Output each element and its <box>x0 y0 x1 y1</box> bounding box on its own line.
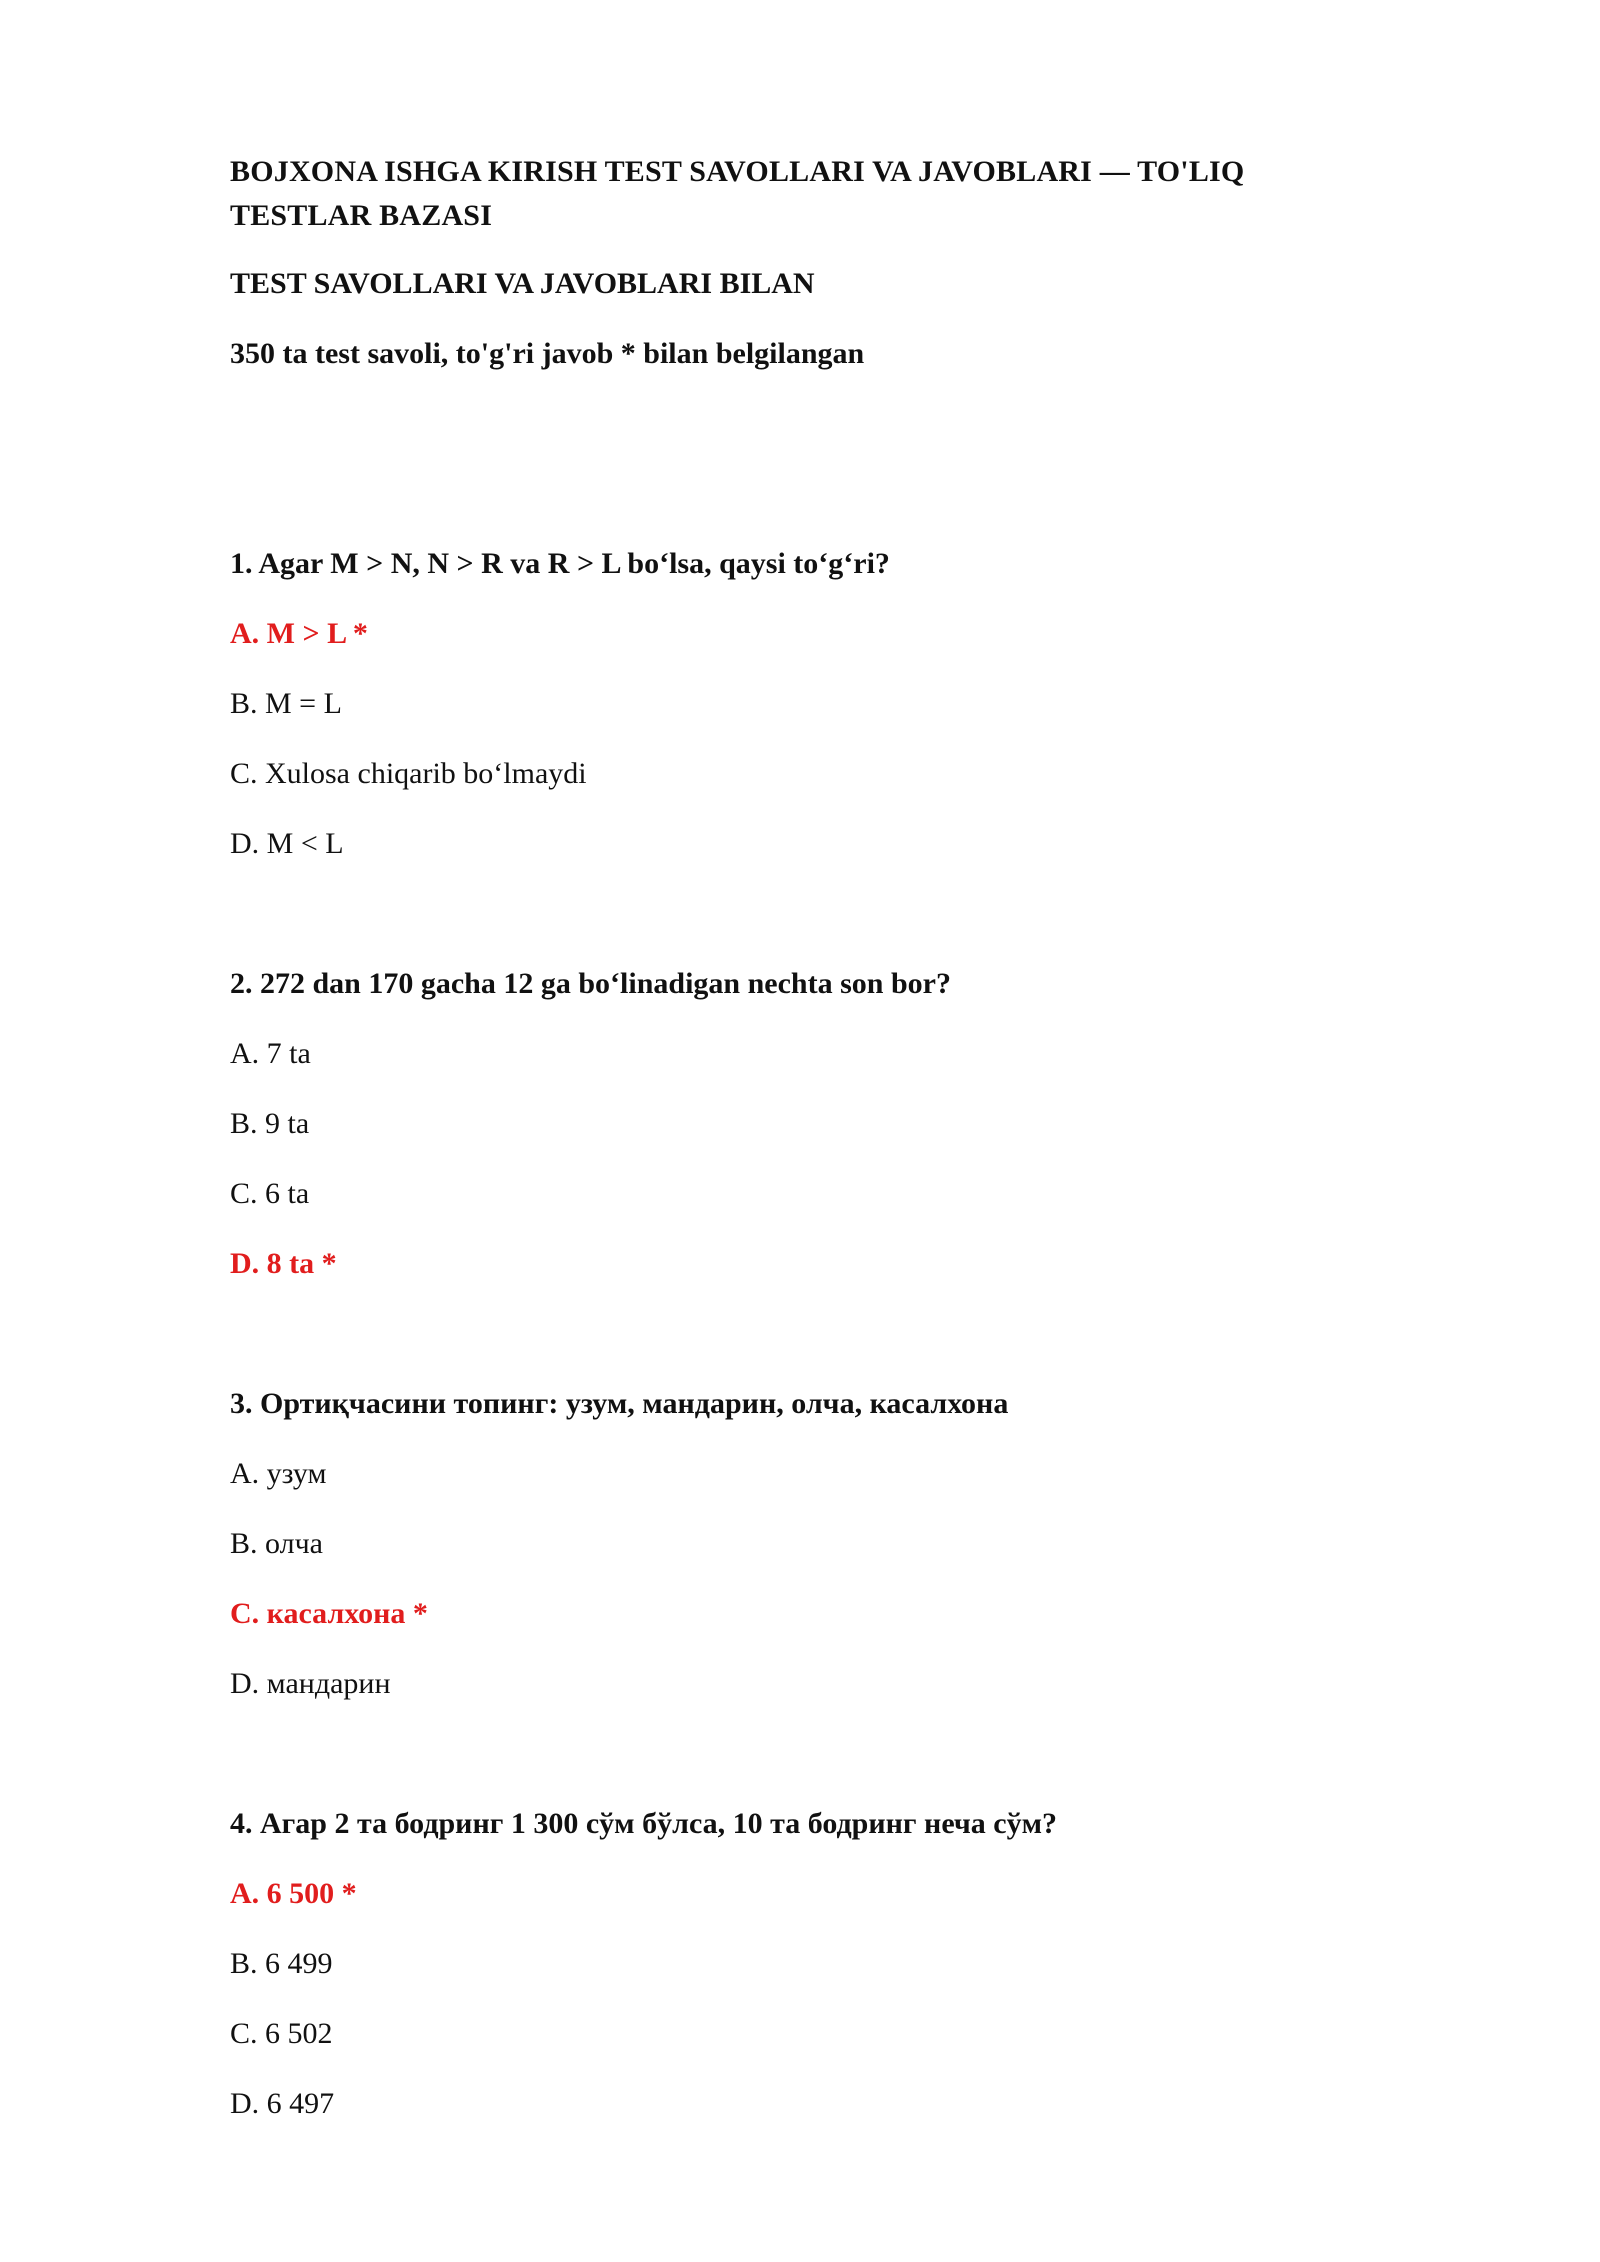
question-2 <box>230 962 1390 1286</box>
answer-option: A. 7 ta <box>230 1037 311 1070</box>
answer-option: D. мандарин <box>230 1667 391 1700</box>
answer-option: D. M < L <box>230 827 344 860</box>
answer-option: C. 6 ta <box>230 1177 310 1210</box>
answer-option: B. олча <box>230 1527 323 1560</box>
document-subtitle: TEST SAVOLLARI VA JAVOBLARI BILAN <box>230 267 815 300</box>
answer-option: D. 6 497 <box>230 2087 335 2120</box>
answer-option: B. 9 ta <box>230 1107 310 1140</box>
question-text: 3. Ортиқчасини топинг: узум, мандарин, олча, касалхона <box>230 1387 1009 1420</box>
question-text: 2. 272 dan 170 gacha 12 ga bo‘linadigan nechta son bor? <box>230 967 951 1000</box>
question-list <box>230 542 1390 2126</box>
question-text: 1. Agar M > N, N > R va R > L bo‘lsa, qaysi to‘g‘ri? <box>230 547 890 580</box>
document-title: BOJXONA ISHGA KIRISH TEST SAVOLLARI VA JAVOBLARI — TO'LIQ TESTLAR BAZASI <box>230 155 1245 232</box>
question-3 <box>230 1382 1390 1706</box>
answer-option: A. узум <box>230 1457 327 1490</box>
correct-answer-option: A. 6 500 * <box>230 1877 357 1910</box>
answer-option: C. Xulosa chiqarib bo‘lmaydi <box>230 757 587 790</box>
question-4 <box>230 1802 1390 2126</box>
answer-option: B. 6 499 <box>230 1947 333 1980</box>
answer-option: C. 6 502 <box>230 2017 333 2050</box>
question-text: 4. Агар 2 та бодринг 1 300 сўм бўлса, 10 та бодринг неча сўм? <box>230 1807 1058 1840</box>
correct-answer-option: D. 8 ta * <box>230 1247 337 1280</box>
correct-answer-option: A. M > L * <box>230 617 368 650</box>
question-1 <box>230 542 1390 866</box>
document-note: 350 ta test savoli, to'g'ri javob * bilan belgilangan <box>230 337 865 370</box>
correct-answer-option: C. касалхона * <box>230 1597 428 1630</box>
answer-option: B. M = L <box>230 687 342 720</box>
document-page <box>230 150 1390 2222</box>
